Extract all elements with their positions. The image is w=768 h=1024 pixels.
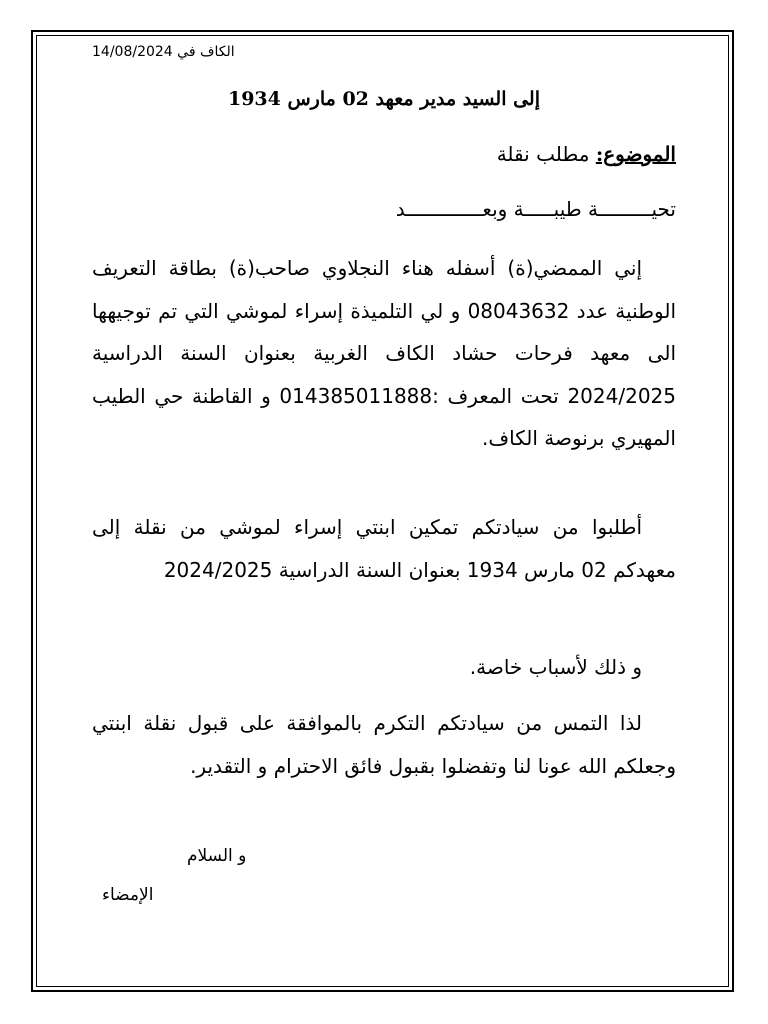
paragraph-identity: إني الممضي(ة) أسفله هناء النجلاوي صاحب(ة) بطاقة التعريف الوطنية عدد 08043632 و لي التلميذة إسراء لموشي التي تم توجيهها الى معهد فرحات حشاد الكاف الغربية بعنوان السنة الدراسية 2024/2025 تحت المعرف :014385011888 و القاطنة حي الطيب المهيري برنوصة الكاف. [92, 256, 677, 450]
recipient-heading: إلى السيد مدير معهد 02 مارس 1934 [227, 88, 540, 110]
closing: و السلام [187, 846, 247, 866]
subject-label: الموضوع: [595, 142, 676, 166]
greeting: تحيـــــــــة طيبـــــة وبعـــــــــــــد [395, 197, 676, 221]
signature-label: الإمضاء [102, 885, 154, 905]
subject-line [497, 142, 676, 166]
date-line: الكاف في 14/08/2024 [92, 44, 235, 60]
paragraph-request: أطلبوا من سيادتكم تمكين ابنتي إسراء لموشي من نقلة إلى معهدكم 02 مارس 1934 بعنوان السنة الدراسية 2024/2025 [92, 515, 676, 582]
paragraph-plea: لذا التمس من سيادتكم التكرم بالموافقة على قبول نقلة ابنتي وجعلكم الله عونا لنا وتفضلوا بقبول فائق الاحترام و التقدير. [92, 711, 676, 778]
paragraph-reason: و ذلك لأسباب خاصة. [469, 655, 642, 679]
subject-text: مطلب نقلة [496, 142, 596, 166]
